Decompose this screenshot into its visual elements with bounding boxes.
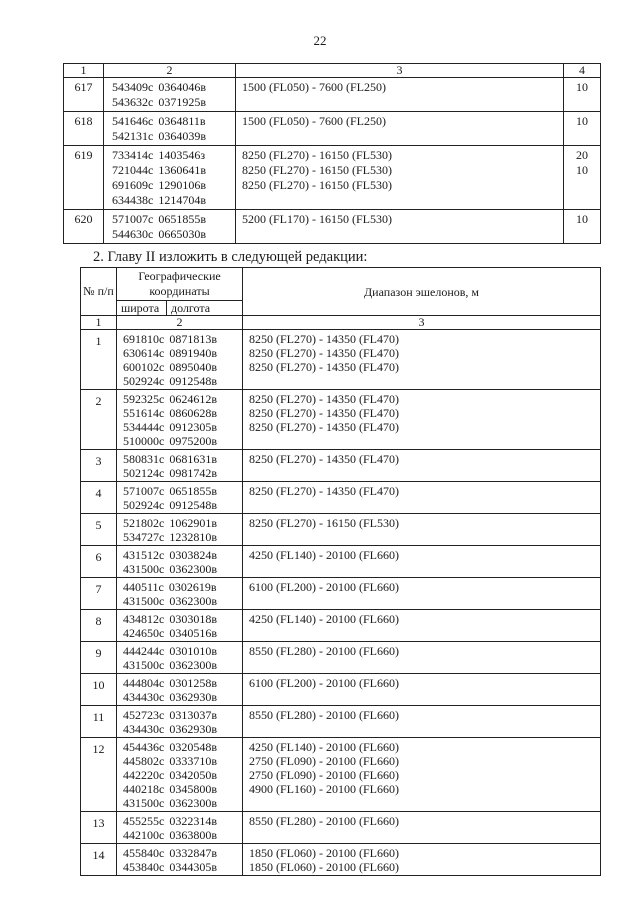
longitude-value: 0895040в (169, 360, 217, 374)
levels-cell (243, 578, 601, 610)
longitude-value: 0912305в (169, 420, 217, 434)
coordinate-pair (123, 466, 242, 480)
longitude-value: 0301258в (169, 676, 217, 690)
row-number: 619 (64, 146, 104, 210)
longitude-value: 1232810в (169, 530, 217, 544)
latitude-value: 431500с (123, 562, 165, 576)
latitude-value: 502924с (123, 498, 165, 512)
coordinate-pair (123, 644, 242, 658)
coordinate-pair (123, 828, 242, 842)
level-range: 8250 (FL270) - 16150 (FL530) (242, 148, 392, 162)
levels-cell (243, 482, 601, 514)
header-level-range: Диапазон эшелонов, м (243, 268, 601, 316)
table-row (81, 514, 601, 546)
coordinate-pair (123, 676, 242, 690)
levels-cell (236, 78, 564, 112)
latitude-value: 592325с (123, 392, 165, 406)
latitude-value: 502124с (123, 466, 165, 480)
coordinate-pair (112, 148, 235, 163)
row-number: 14 (81, 844, 117, 876)
longitude-value: 0975200в (169, 434, 217, 448)
page-number: 22 (313, 33, 327, 48)
levels-cell (243, 812, 601, 844)
value-cell (564, 210, 601, 244)
coordinate-pair (123, 612, 242, 626)
value-cell (564, 112, 601, 146)
coordinate-pair (112, 80, 235, 95)
longitude-value: 0333710в (169, 754, 217, 768)
table-row (81, 610, 601, 642)
level-range: 8550 (FL280) - 20100 (FL660) (249, 644, 400, 658)
latitude-value: 521802с (123, 516, 165, 530)
table-row (64, 112, 601, 146)
coordinate-pair (112, 114, 235, 129)
coordinates-cell (117, 642, 243, 674)
coordinate-pair (123, 740, 242, 754)
latitude-value: 691810с (123, 332, 165, 346)
level-range: 8550 (FL280) - 20100 (FL660) (249, 814, 400, 828)
latitude-value: 551614с (123, 406, 165, 420)
levels-cell (243, 674, 601, 706)
coordinates-cell (117, 706, 243, 738)
levels-cell (243, 390, 601, 450)
coordinates-cell (117, 578, 243, 610)
latitude-value: 733414с (112, 148, 154, 162)
row-number: 2 (81, 390, 117, 450)
latitude-value: 444244с (123, 644, 165, 658)
levels-cell (243, 642, 601, 674)
longitude-value: 0340516в (169, 626, 217, 640)
levels-cell (243, 514, 601, 546)
longitude-value: 0364039в (158, 129, 206, 143)
level-range: 8250 (FL270) - 14350 (FL470) (249, 392, 400, 406)
level-range: 8250 (FL270) - 16150 (FL530) (242, 178, 392, 192)
table-row (81, 450, 601, 482)
longitude-value: 0665030в (158, 227, 206, 241)
longitude-value: 0332847в (169, 846, 217, 860)
longitude-value: 0651855в (158, 212, 206, 226)
level-range: 5200 (FL170) - 16150 (FL530) (242, 212, 392, 226)
coordinate-pair (123, 452, 242, 466)
table-row (81, 578, 601, 610)
row-number: 1 (81, 330, 117, 390)
levels-cell (243, 546, 601, 578)
airspace-table (80, 267, 601, 876)
coordinate-pair (123, 594, 242, 608)
latitude-value: 541646с (112, 114, 154, 128)
coordinates-cell (117, 514, 243, 546)
longitude-value: 0364046в (158, 80, 206, 94)
row-number: 6 (81, 546, 117, 578)
table-row (81, 844, 601, 876)
coordinate-pair (123, 722, 242, 736)
coordinate-pair (112, 129, 235, 144)
coordinate-pair (123, 420, 242, 434)
table-row (81, 330, 601, 390)
levels-cell (236, 112, 564, 146)
row-number: 7 (81, 578, 117, 610)
level-range: 8250 (FL270) - 14350 (FL470) (249, 452, 400, 466)
longitude-value: 0362930в (169, 722, 217, 736)
latitude-value: 600102с (123, 360, 165, 374)
coordinate-pair (123, 360, 242, 374)
coordinate-pair (123, 374, 242, 388)
value: 10 (576, 212, 588, 226)
level-range: 6100 (FL200) - 20100 (FL660) (249, 676, 400, 690)
header-geographic-coordinates: Географические координаты (117, 268, 243, 301)
row-number: 8 (81, 610, 117, 642)
value: 20 (576, 148, 588, 162)
coordinate-pair (123, 392, 242, 406)
column-header: 2 (104, 64, 236, 78)
coordinates-cell (117, 812, 243, 844)
latitude-value: 445802с (123, 754, 165, 768)
value-cell (564, 78, 601, 112)
coordinate-pair (123, 768, 242, 782)
value: 10 (576, 163, 588, 177)
longitude-value: 0981742в (169, 466, 217, 480)
coordinates-cell (104, 78, 236, 112)
coordinate-pair (123, 332, 242, 346)
column-index: 3 (243, 316, 601, 330)
longitude-value: 0912548в (169, 374, 217, 388)
level-range: 4250 (FL140) - 20100 (FL660) (249, 612, 400, 626)
level-range: 2750 (FL090) - 20100 (FL660) (249, 754, 400, 768)
longitude-value: 0912548в (169, 498, 217, 512)
level-range: 2750 (FL090) - 20100 (FL660) (249, 768, 400, 782)
latitude-value: 543409с (112, 80, 154, 94)
level-range: 8250 (FL270) - 14350 (FL470) (249, 332, 400, 346)
table-header-row (64, 64, 601, 78)
table-row (81, 390, 601, 450)
coordinate-pair (123, 530, 242, 544)
longitude-value: 1062901в (169, 516, 217, 530)
longitude-value: 0362300в (169, 594, 217, 608)
latitude-value: 571007с (123, 484, 165, 498)
coordinates-cell (104, 210, 236, 244)
latitude-value: 452723с (123, 708, 165, 722)
longitude-value: 0891940в (169, 346, 217, 360)
level-range: 1850 (FL060) - 20100 (FL660) (249, 846, 400, 860)
latitude-value: 630614с (123, 346, 165, 360)
coordinates-cell (104, 112, 236, 146)
coordinates-cell (117, 450, 243, 482)
coordinate-pair (123, 796, 242, 810)
coordinate-pair (123, 708, 242, 722)
coordinate-pair (123, 516, 242, 530)
column-index: 2 (117, 316, 243, 330)
latitude-value: 542131с (112, 129, 154, 143)
row-number: 618 (64, 112, 104, 146)
latitude-value: 424650с (123, 626, 165, 640)
levels-cell (236, 146, 564, 210)
column-header: 3 (236, 64, 564, 78)
latitude-value: 721044с (112, 163, 154, 177)
level-range: 8250 (FL270) - 14350 (FL470) (249, 360, 400, 374)
longitude-value: 0364811в (158, 114, 206, 128)
level-range: 4250 (FL140) - 20100 (FL660) (249, 740, 400, 754)
longitude-value: 0860628в (169, 406, 217, 420)
coordinate-pair (112, 163, 235, 178)
coordinate-pair (123, 846, 242, 860)
latitude-value: 543632с (112, 95, 154, 109)
row-number: 9 (81, 642, 117, 674)
table-row (81, 546, 601, 578)
level-range: 1500 (FL050) - 7600 (FL250) (242, 80, 386, 94)
section-heading: 2. Главу II изложить в следующей редакции: (93, 249, 368, 265)
coordinate-pair (123, 626, 242, 640)
latitude-value: 544630с (112, 227, 154, 241)
table-row (81, 674, 601, 706)
latitude-value: 431500с (123, 796, 165, 810)
longitude-value: 0320548в (169, 740, 217, 754)
coordinate-pair (123, 434, 242, 448)
row-number: 3 (81, 450, 117, 482)
level-range: 8250 (FL270) - 16150 (FL530) (242, 163, 392, 177)
levels-cell (243, 330, 601, 390)
level-range: 4900 (FL160) - 20100 (FL660) (249, 782, 400, 796)
table-row (81, 642, 601, 674)
longitude-value: 0301010в (169, 644, 217, 658)
level-range: 1500 (FL050) - 7600 (FL250) (242, 114, 386, 128)
level-range: 6100 (FL200) - 20100 (FL660) (249, 580, 400, 594)
coordinate-pair (123, 754, 242, 768)
coordinate-pair (123, 548, 242, 562)
levels-cell (243, 610, 601, 642)
row-number: 13 (81, 812, 117, 844)
longitude-value: 1403546з (158, 148, 206, 162)
coordinates-cell (117, 844, 243, 876)
longitude-value: 0303018в (169, 612, 217, 626)
coordinate-pair (123, 498, 242, 512)
latitude-value: 510000с (123, 434, 165, 448)
longitude-value: 0362300в (169, 658, 217, 672)
coordinates-cell (104, 146, 236, 210)
column-header: 1 (64, 64, 104, 78)
header-longitude: долгота (167, 301, 243, 316)
coordinate-pair (123, 562, 242, 576)
coordinate-pair (123, 346, 242, 360)
latitude-value: 434430с (123, 690, 165, 704)
longitude-value: 0303824в (169, 548, 217, 562)
latitude-value: 691609с (112, 178, 154, 192)
row-number: 617 (64, 78, 104, 112)
latitude-value: 440218с (123, 782, 165, 796)
latitude-value: 455255с (123, 814, 165, 828)
longitude-value: 0302619в (168, 580, 217, 594)
latitude-value: 453840с (123, 860, 165, 874)
latitude-value: 455840с (123, 846, 165, 860)
coordinates-cell (117, 390, 243, 450)
longitude-value: 1214704в (158, 193, 206, 207)
column-header: 4 (564, 64, 601, 78)
coordinate-pair (112, 95, 235, 110)
latitude-value: 442220с (123, 768, 165, 782)
longitude-value: 1360641в (158, 163, 206, 177)
longitude-value: 0363800в (169, 828, 217, 842)
table-row (81, 812, 601, 844)
coordinate-pair (112, 178, 235, 193)
table-row (64, 78, 601, 112)
level-range: 1850 (FL060) - 20100 (FL660) (249, 860, 400, 874)
coordinates-cell (117, 738, 243, 812)
longitude-value: 0371925в (158, 95, 206, 109)
coordinate-pair (112, 227, 235, 242)
header-number: № п/п (81, 268, 117, 316)
coordinate-pair (123, 782, 242, 796)
table-row (81, 482, 601, 514)
latitude-value: 440511с (123, 580, 164, 594)
levels-cell (243, 450, 601, 482)
level-range: 8550 (FL280) - 20100 (FL660) (249, 708, 400, 722)
levels-cell (236, 210, 564, 244)
level-range: 8250 (FL270) - 14350 (FL470) (249, 346, 400, 360)
row-number: 11 (81, 706, 117, 738)
coordinates-cell (117, 330, 243, 390)
latitude-value: 454436с (123, 740, 165, 754)
levels-cell (243, 844, 601, 876)
level-range: 8250 (FL270) - 14350 (FL470) (249, 484, 400, 498)
longitude-value: 0362300в (169, 562, 217, 576)
longitude-value: 1290106в (158, 178, 206, 192)
table-row (64, 210, 601, 244)
row-number: 5 (81, 514, 117, 546)
level-range: 4250 (FL140) - 20100 (FL660) (249, 548, 400, 562)
latitude-value: 444804с (123, 676, 165, 690)
row-number: 12 (81, 738, 117, 812)
row-number: 10 (81, 674, 117, 706)
coordinate-pair (123, 690, 242, 704)
longitude-value: 0651855в (169, 484, 217, 498)
longitude-value: 0681631в (169, 452, 217, 466)
row-number: 4 (81, 482, 117, 514)
longitude-value: 0362300в (169, 796, 217, 810)
longitude-value: 0313037в (169, 708, 217, 722)
coordinate-pair (123, 406, 242, 420)
latitude-value: 431500с (123, 658, 165, 672)
level-range: 8250 (FL270) - 16150 (FL530) (249, 516, 400, 530)
value: 10 (576, 80, 588, 94)
coordinates-cell (117, 482, 243, 514)
level-range: 8250 (FL270) - 14350 (FL470) (249, 406, 400, 420)
longitude-value: 0345800в (169, 782, 217, 796)
coordinate-pair (123, 658, 242, 672)
longitude-value: 0362930в (169, 690, 217, 704)
longitude-value: 0342050в (169, 768, 217, 782)
longitude-value: 0871813в (169, 332, 217, 346)
latitude-value: 431500с (123, 594, 165, 608)
coordinates-cell (117, 674, 243, 706)
continued-table (63, 63, 601, 244)
coordinate-pair (112, 212, 235, 227)
latitude-value: 431512с (123, 548, 165, 562)
coordinate-pair (123, 814, 242, 828)
column-index-row (81, 316, 601, 330)
coordinate-pair (112, 193, 235, 208)
value: 10 (576, 114, 588, 128)
levels-cell (243, 706, 601, 738)
latitude-value: 502924с (123, 374, 165, 388)
longitude-value: 0624612в (169, 392, 217, 406)
coordinate-pair (123, 580, 242, 594)
table-row (81, 706, 601, 738)
value-cell (564, 146, 601, 210)
latitude-value: 434812с (123, 612, 165, 626)
row-number: 620 (64, 210, 104, 244)
longitude-value: 0344305в (169, 860, 217, 874)
latitude-value: 571007с (112, 212, 154, 226)
latitude-value: 534444с (123, 420, 165, 434)
column-index: 1 (81, 316, 117, 330)
coordinates-cell (117, 610, 243, 642)
latitude-value: 634438с (112, 193, 154, 207)
latitude-value: 434430с (123, 722, 165, 736)
latitude-value: 580831с (123, 452, 165, 466)
longitude-value: 0322314в (169, 814, 217, 828)
table-row (81, 738, 601, 812)
levels-cell (243, 738, 601, 812)
latitude-value: 442100с (123, 828, 165, 842)
coordinate-pair (123, 860, 242, 874)
header-latitude: широта (117, 301, 167, 316)
table-row (64, 146, 601, 210)
level-range: 8250 (FL270) - 14350 (FL470) (249, 420, 400, 434)
coordinates-cell (117, 546, 243, 578)
coordinate-pair (123, 484, 242, 498)
latitude-value: 534727с (123, 530, 165, 544)
